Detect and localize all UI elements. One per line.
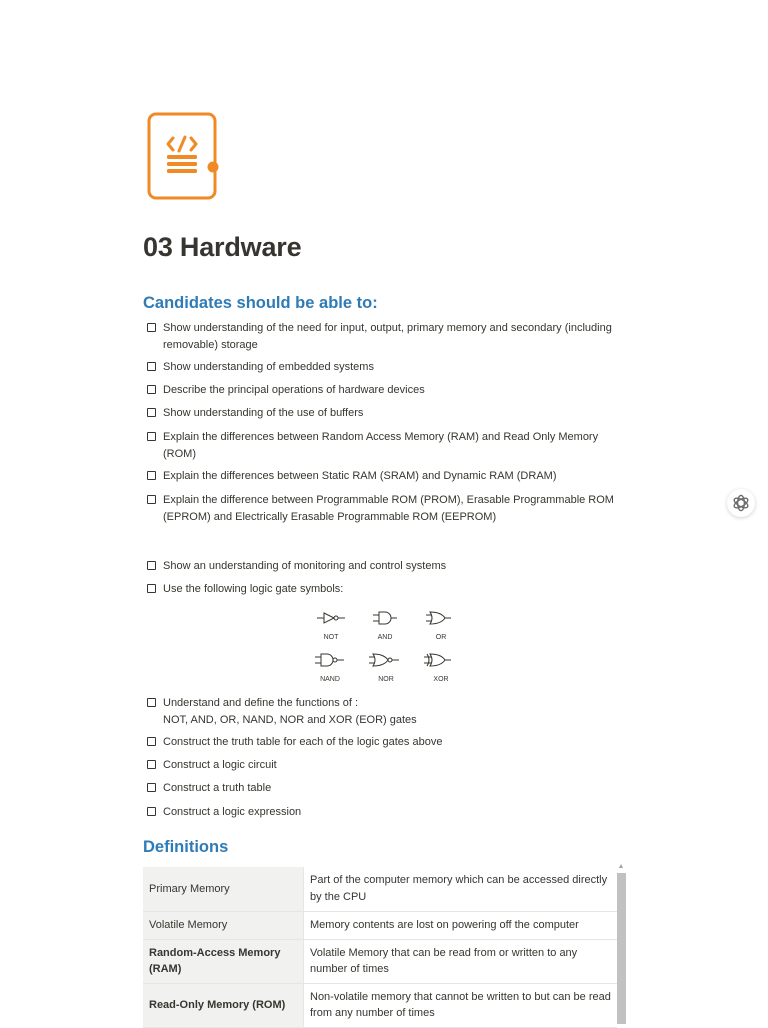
definitions-table bbox=[143, 867, 617, 1028]
nor-gate-icon bbox=[369, 654, 399, 666]
not-gate-icon bbox=[317, 613, 345, 623]
todo-text: Show understanding of the need for input, output, primary memory and secondary (including removable) storage bbox=[163, 322, 612, 351]
or-gate-icon bbox=[426, 612, 451, 624]
todo-text: Use the following logic gate symbols: bbox=[163, 583, 344, 595]
todo-item[interactable] bbox=[147, 757, 627, 774]
todo-text: Show an understanding of monitoring and control systems bbox=[163, 560, 447, 572]
todo-item[interactable] bbox=[147, 468, 627, 485]
openai-logo-icon bbox=[731, 493, 751, 513]
page-title: 03 Hardware bbox=[143, 232, 302, 262]
gate-label-nand: NAND bbox=[320, 676, 340, 683]
todo-text: Construct a logic expression bbox=[163, 806, 302, 818]
gate-label-not: NOT bbox=[323, 634, 339, 641]
todo-item[interactable] bbox=[147, 558, 627, 575]
todo-text: Describe the principal operations of hardware devices bbox=[163, 384, 425, 396]
objectives-heading: Candidates should be able to: bbox=[143, 294, 378, 312]
definition-cell: Non-volatile memory that cannot be written to but can be read from any number of times bbox=[304, 983, 618, 1027]
table-row bbox=[143, 911, 617, 939]
term-cell: Read-Only Memory (ROM) bbox=[143, 983, 304, 1027]
todo-item[interactable] bbox=[147, 804, 627, 821]
todo-text: Explain the differences between Static RAM (SRAM) and Dynamic RAM (DRAM) bbox=[163, 470, 557, 482]
todo-text: Explain the difference between Programmable ROM (PROM), Erasable Programmable ROM (EPROM) and Electrically Erasable Programmable ROM (EEPROM) bbox=[163, 494, 614, 523]
todo-item[interactable] bbox=[147, 695, 627, 728]
checkbox[interactable] bbox=[147, 584, 156, 593]
todo-item[interactable] bbox=[147, 492, 627, 525]
todo-text: Show understanding of embedded systems bbox=[163, 361, 374, 373]
gate-label-xor: XOR bbox=[433, 676, 449, 683]
todo-text: Understand and define the functions of : NOT, AND, OR, NAND, NOR and XOR (EOR) gates bbox=[163, 697, 417, 726]
todo-text: Explain the differences between Random Access Memory (RAM) and Read Only Memory (ROM) bbox=[163, 431, 599, 460]
definitions-heading: Definitions bbox=[143, 838, 229, 856]
todo-item[interactable] bbox=[147, 429, 627, 462]
definition-cell: Part of the computer memory which can be accessed directly by the CPU bbox=[304, 867, 618, 911]
gate-label-and: AND bbox=[377, 634, 393, 641]
todo-item[interactable] bbox=[147, 320, 627, 353]
todo-item[interactable] bbox=[147, 405, 627, 422]
logic-gate-symbols bbox=[310, 604, 470, 686]
assistant-button[interactable] bbox=[727, 489, 755, 517]
gate-label-or: OR bbox=[435, 634, 447, 641]
todo-item[interactable] bbox=[147, 382, 627, 399]
term-cell: Volatile Memory bbox=[143, 911, 304, 939]
checkbox[interactable] bbox=[147, 323, 156, 332]
checkbox[interactable] bbox=[147, 385, 156, 394]
table-row bbox=[143, 867, 617, 911]
todo-item[interactable] bbox=[147, 581, 627, 598]
checkbox[interactable] bbox=[147, 471, 156, 480]
checkbox[interactable] bbox=[147, 561, 156, 570]
table-scrollbar[interactable] bbox=[617, 873, 626, 1024]
checkbox[interactable] bbox=[147, 783, 156, 792]
checkbox[interactable] bbox=[147, 760, 156, 769]
definition-cell: Volatile Memory that can be read from or written to any number of times bbox=[304, 939, 618, 983]
checkbox[interactable] bbox=[147, 698, 156, 707]
xor-gate-icon bbox=[424, 654, 451, 666]
code-document-icon bbox=[143, 110, 223, 202]
todo-text: Construct a truth table bbox=[163, 782, 272, 794]
checkbox[interactable] bbox=[147, 737, 156, 746]
todo-item[interactable] bbox=[147, 734, 627, 751]
gate-label-nor: NOR bbox=[378, 676, 394, 683]
checkbox[interactable] bbox=[147, 495, 156, 504]
and-gate-icon bbox=[373, 612, 397, 624]
term-cell: Random-Access Memory (RAM) bbox=[143, 939, 304, 983]
scroll-up-arrow-icon[interactable] bbox=[619, 864, 623, 868]
term-cell: Primary Memory bbox=[143, 867, 304, 911]
checkbox[interactable] bbox=[147, 432, 156, 441]
todo-item[interactable] bbox=[147, 359, 627, 376]
checkbox[interactable] bbox=[147, 408, 156, 417]
nand-gate-icon bbox=[315, 654, 344, 666]
todo-text: Show understanding of the use of buffers bbox=[163, 407, 364, 419]
todo-text: Construct a logic circuit bbox=[163, 759, 277, 771]
table-row bbox=[143, 983, 617, 1027]
checkbox[interactable] bbox=[147, 807, 156, 816]
checkbox[interactable] bbox=[147, 362, 156, 371]
todo-text: Construct the truth table for each of the logic gates above bbox=[163, 736, 443, 748]
definition-cell: Memory contents are lost on powering off the computer bbox=[304, 911, 618, 939]
table-row bbox=[143, 939, 617, 983]
todo-item[interactable] bbox=[147, 780, 627, 797]
